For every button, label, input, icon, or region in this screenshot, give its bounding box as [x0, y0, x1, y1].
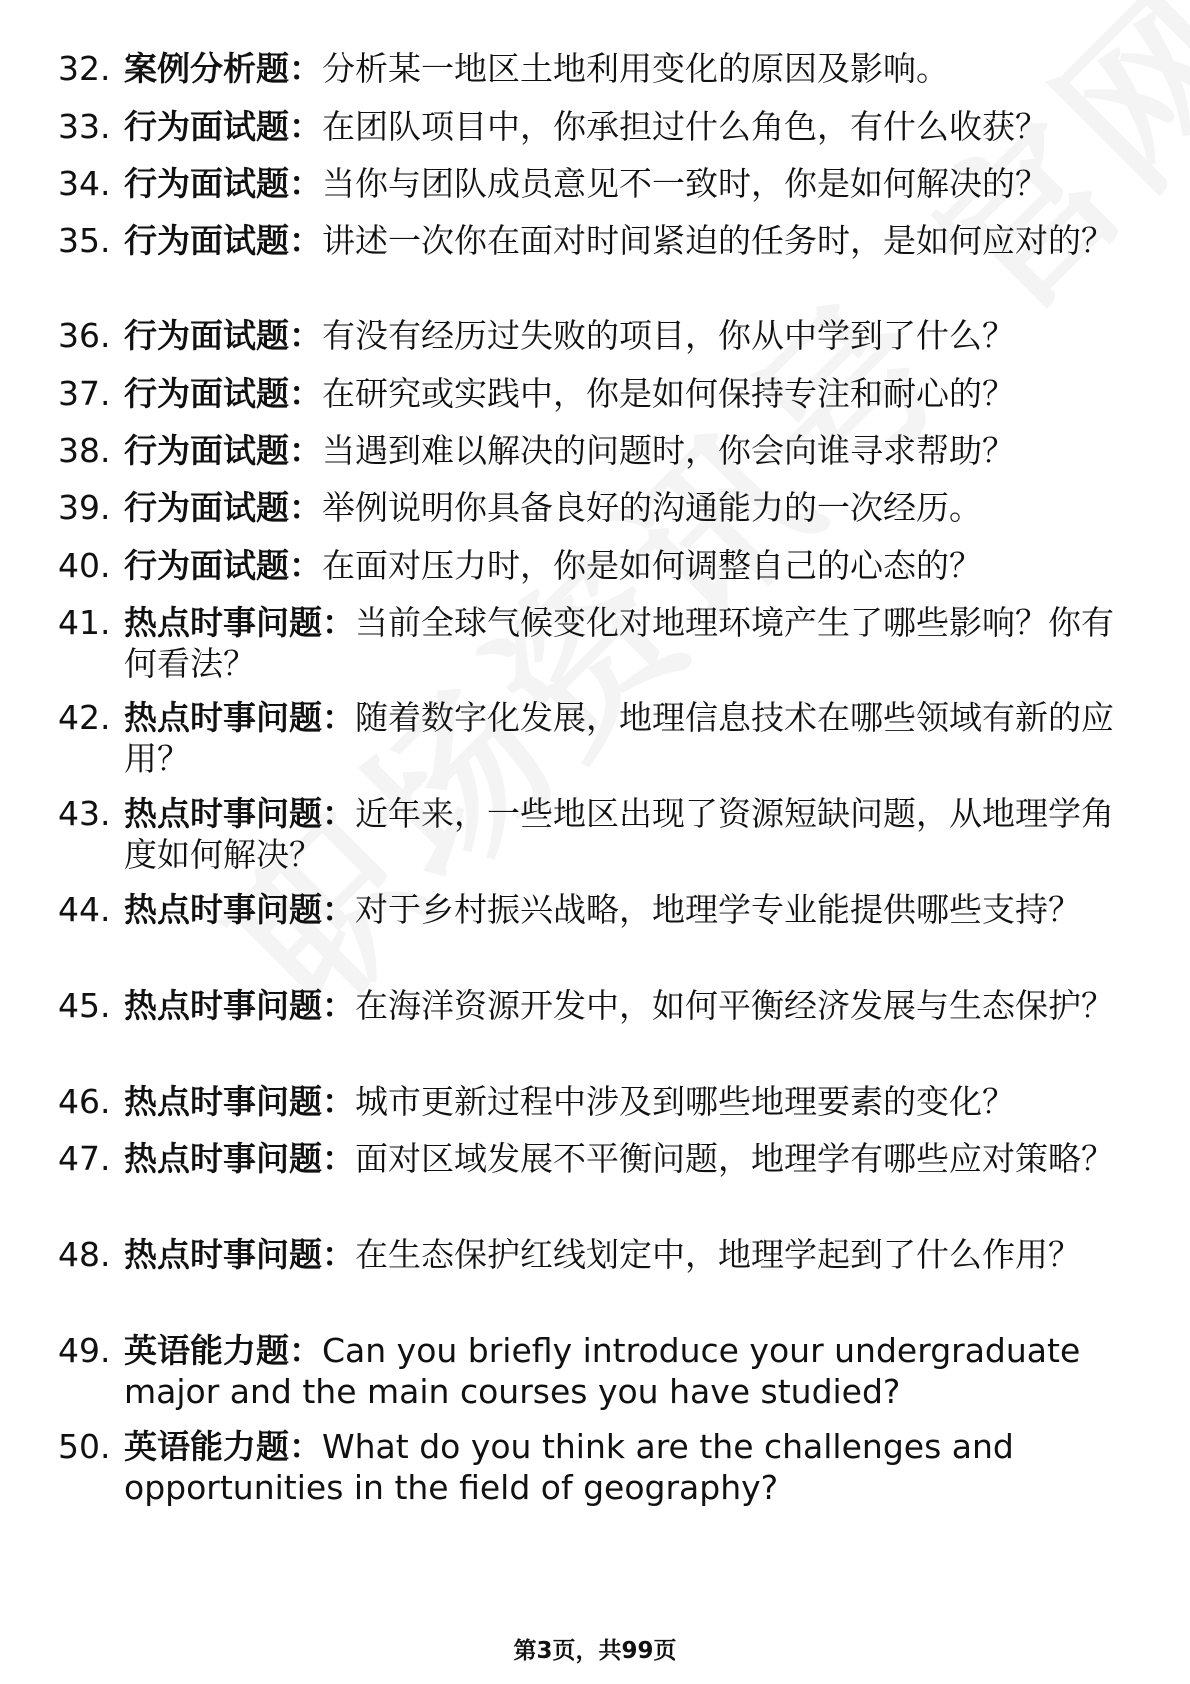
- question-text: 分析某一地区土地利用变化的原因及影响。: [322, 49, 949, 88]
- question-category: 行为面试题：: [124, 107, 322, 146]
- question-number: 40.: [58, 546, 111, 585]
- question-text: 当前全球气候变化对地理环境产生了哪些影响？你有何看法？: [124, 603, 1114, 683]
- question-number: 36.: [58, 316, 111, 355]
- question-number: 48.: [58, 1235, 111, 1274]
- question-number: 38.: [58, 431, 111, 470]
- question-text: 在研究或实践中，你是如何保持专注和耐心的？: [322, 374, 1015, 413]
- question-category: 热点时事问题：: [124, 794, 355, 833]
- question-number: 33.: [58, 107, 111, 146]
- question-text: What do you think are the challenges and opportunities in the field of geography?: [124, 1427, 1014, 1507]
- question-category: 行为面试题：: [124, 431, 322, 470]
- question-number: 50.: [58, 1427, 111, 1466]
- question-category: 热点时事问题：: [124, 1235, 355, 1274]
- question-number: 47.: [58, 1139, 111, 1178]
- question-category: 热点时事问题：: [124, 1082, 355, 1121]
- question-number: 46.: [58, 1082, 111, 1121]
- question-number: 43.: [58, 794, 111, 833]
- question-number: 49.: [58, 1331, 111, 1370]
- question-category: 英语能力题：: [124, 1427, 322, 1466]
- question-category: 行为面试题：: [124, 374, 322, 413]
- question-number: 44.: [58, 890, 111, 929]
- question-text: 举例说明你具备良好的沟通能力的一次经历。: [322, 488, 982, 527]
- question-text: 近年来，一些地区出现了资源短缺问题，从地理学角度如何解决？: [124, 794, 1114, 874]
- question-text: 有没有经历过失败的项目，你从中学到了什么？: [322, 316, 1015, 355]
- question-text: 讲述一次你在面对时间紧迫的任务时，是如何应对的？: [322, 221, 1114, 260]
- question-category: 英语能力题：: [124, 1331, 322, 1370]
- question-text: 当遇到难以解决的问题时，你会向谁寻求帮助？: [322, 431, 1015, 470]
- question-number: 34.: [58, 164, 111, 203]
- question-text: 随着数字化发展，地理信息技术在哪些领域有新的应用？: [124, 698, 1114, 778]
- question-text: 面对区域发展不平衡问题，地理学有哪些应对策略？: [355, 1139, 1114, 1178]
- question-number: 35.: [58, 221, 111, 260]
- question-category: 热点时事问题：: [124, 1139, 355, 1178]
- question-number: 41.: [58, 603, 111, 642]
- question-category: 行为面试题：: [124, 221, 322, 260]
- question-text: 在生态保护红线划定中，地理学起到了什么作用？: [355, 1235, 1081, 1274]
- question-category: 行为面试题：: [124, 316, 322, 355]
- question-category: 热点时事问题：: [124, 986, 355, 1025]
- question-text: 对于乡村振兴战略，地理学专业能提供哪些支持？: [355, 890, 1081, 929]
- question-text: Can you briefly introduce your undergraduate major and the main courses you have studied?: [124, 1331, 1081, 1411]
- question-number: 32.: [58, 49, 111, 88]
- question-category: 行为面试题：: [124, 546, 322, 585]
- question-category: 热点时事问题：: [124, 890, 355, 929]
- question-category: 案例分析题：: [124, 49, 322, 88]
- question-text: 在面对压力时，你是如何调整自己的心态的？: [322, 546, 982, 585]
- question-number: 37.: [58, 374, 111, 413]
- question-number: 42.: [58, 698, 111, 737]
- question-text: 在团队项目中，你承担过什么角色，有什么收获？: [322, 107, 1048, 146]
- question-category: 行为面试题：: [124, 488, 322, 527]
- page-footer: 第3页，共99页: [513, 1638, 677, 1664]
- question-category: 热点时事问题：: [124, 603, 355, 642]
- question-text: 在海洋资源开发中，如何平衡经济发展与生态保护？: [355, 986, 1114, 1025]
- question-category: 热点时事问题：: [124, 698, 355, 737]
- question-number: 39.: [58, 488, 111, 527]
- question-category: 行为面试题：: [124, 164, 322, 203]
- question-number: 45.: [58, 986, 111, 1025]
- question-text: 当你与团队成员意见不一致时，你是如何解决的？: [322, 164, 1048, 203]
- question-text: 城市更新过程中涉及到哪些地理要素的变化？: [355, 1082, 1015, 1121]
